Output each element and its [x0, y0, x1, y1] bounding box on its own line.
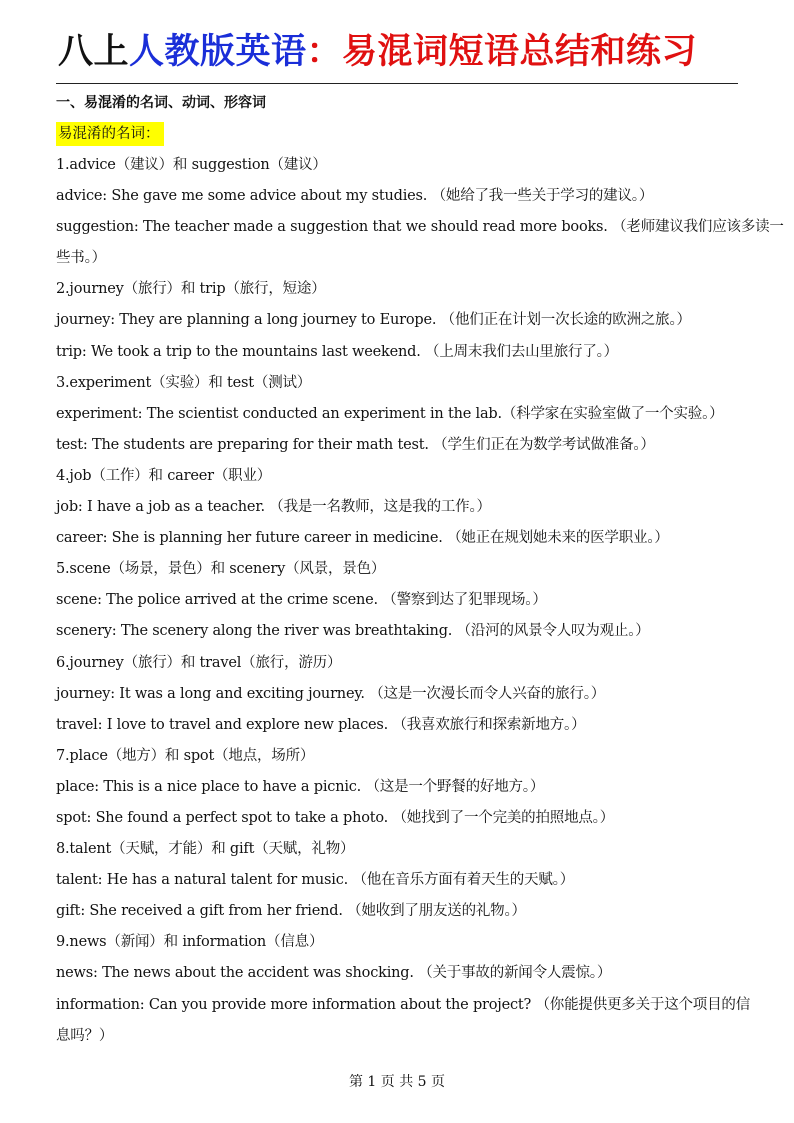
content-line: suggestion: The teacher made a suggestion that we should read more books. （老师建议我们应该多读一	[56, 219, 784, 236]
content-line: test: The students are preparing for their math test. （学生们正在为数学考试做准备。）	[56, 436, 655, 453]
content-line: advice: She gave me some advice about my studies. （她给了我一些关于学习的建议。）	[56, 188, 654, 205]
content-line: scene: The police arrived at the crime scene. （警察到达了犯罪现场。）	[56, 592, 547, 609]
content-line: 4.job（工作）和 career（职业）	[56, 467, 272, 484]
title-grade: 八上	[58, 32, 130, 72]
title-divider	[56, 83, 738, 84]
content-line: 3.experiment（实验）和 test（测试）	[56, 374, 312, 391]
content-line: 些书。）	[56, 250, 106, 267]
content-line: journey: It was a long and exciting journey. （这是一次漫长而令人兴奋的旅行。）	[56, 685, 606, 702]
content-line: 9.news（新闻）和 information（信息）	[56, 934, 324, 951]
content-line: experiment: The scientist conducted an experiment in the lab.（科学家在实验室做了一个实验。）	[56, 405, 724, 422]
content-body	[56, 150, 784, 1052]
content-line: journey: They are planning a long journey to Europe. （他们正在计划一次长途的欧洲之旅。）	[56, 312, 691, 329]
content-line: information: Can you provide more information about the project? （你能提供更多关于这个项目的信	[56, 996, 751, 1013]
section-heading: 一、易混淆的名词、动词、形容词	[56, 95, 266, 111]
content-line: 7.place（地方）和 spot（地点，场所）	[56, 747, 315, 764]
title-textbook: 人教版英语	[129, 32, 307, 72]
page-title	[58, 28, 748, 76]
title-topic: ：易混词短语总结和练习	[306, 32, 698, 72]
content-line: job: I have a job as a teacher. （我是一名教师，这是我的工作。）	[56, 499, 491, 516]
content-line: gift: She received a gift from her friend. （她收到了朋友送的礼物。）	[56, 903, 526, 920]
highlighted-subheading: 易混淆的名词：	[56, 122, 164, 146]
page-footer: 第 1 页 共 5 页	[348, 1074, 446, 1090]
content-line: scenery: The scenery along the river was breathtaking. （沿河的风景令人叹为观止。）	[56, 623, 650, 640]
content-line: news: The news about the accident was shocking. （关于事故的新闻令人震惊。）	[56, 965, 612, 982]
content-line: travel: I love to travel and explore new places. （我喜欢旅行和探索新地方。）	[56, 716, 586, 733]
content-line: trip: We took a trip to the mountains last weekend. （上周末我们去山里旅行了。）	[56, 343, 618, 360]
content-line: place: This is a nice place to have a picnic. （这是一个野餐的好地方。）	[56, 778, 545, 795]
content-line: 8.talent（天赋，才能）和 gift（天赋，礼物）	[56, 841, 355, 858]
content-line: 息吗？）	[56, 1027, 114, 1044]
content-line: 2.journey（旅行）和 trip（旅行，短途）	[56, 281, 326, 298]
content-line: 1.advice（建议）和 suggestion（建议）	[56, 157, 327, 173]
content-line: spot: She found a perfect spot to take a photo. （她找到了一个完美的拍照地点。）	[56, 809, 615, 826]
content-line: talent: He has a natural talent for music. （他在音乐方面有着天生的天赋。）	[56, 872, 575, 889]
content-line: 6.journey（旅行）和 travel（旅行，游历）	[56, 654, 342, 671]
content-line: 5.scene（场景，景色）和 scenery（风景，景色）	[56, 561, 386, 578]
content-line: career: She is planning her future career in medicine. （她正在规划她未来的医学职业。）	[56, 530, 669, 547]
